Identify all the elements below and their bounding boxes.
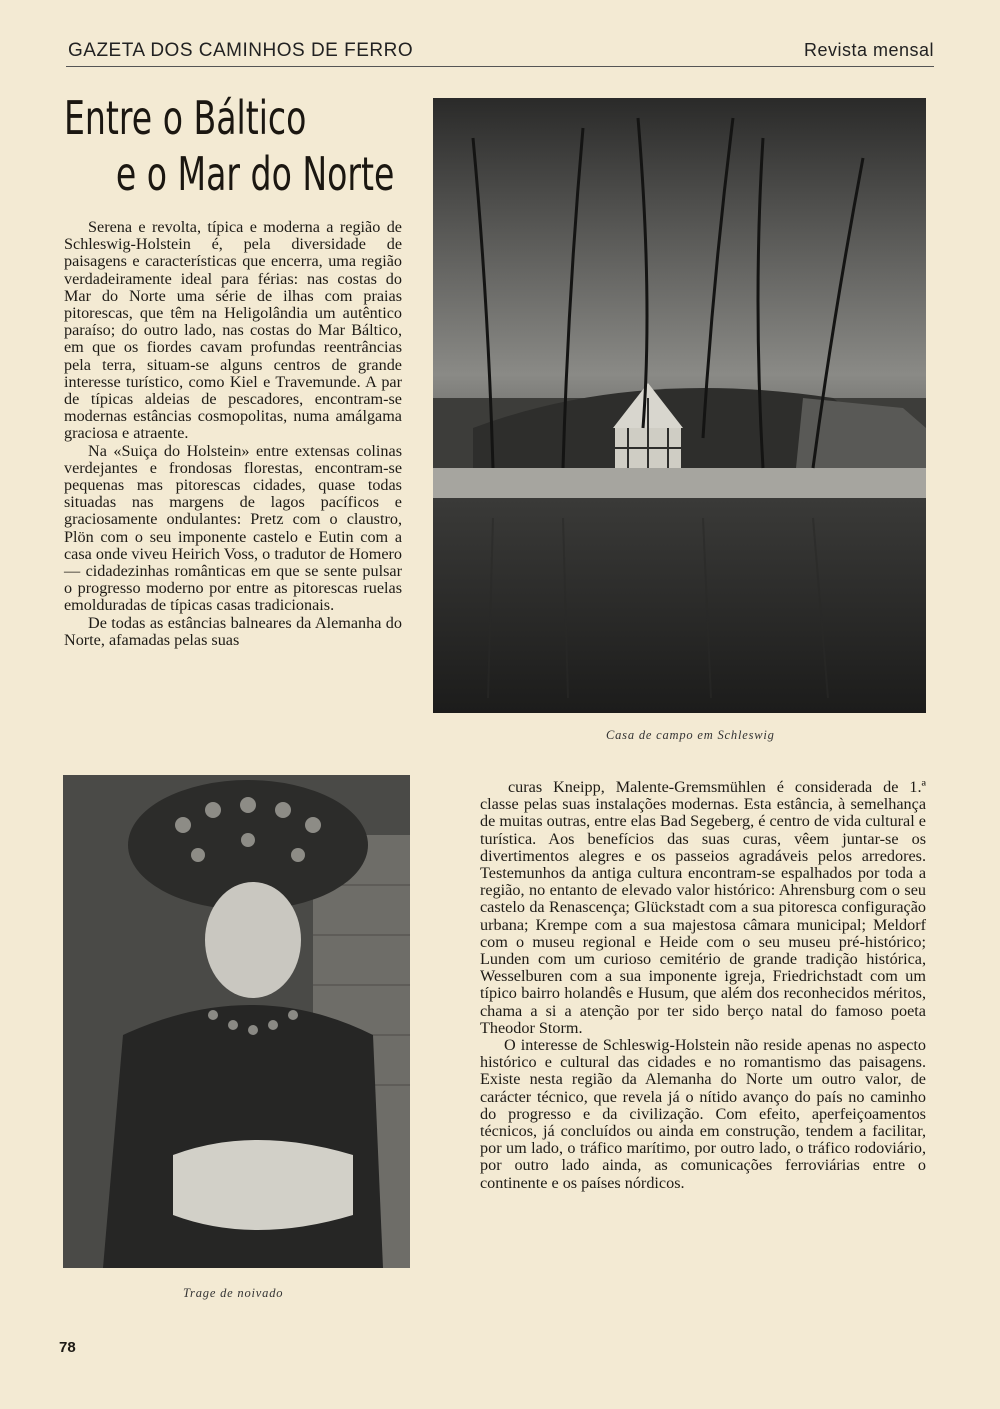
text-column-2 [480,779,926,1192]
paragraph: Serena e revolta, típica e moderna a região de Schleswig-Holstein é, pela diversidade de paisagens e características que encerra, uma região verdadeiramente ideal para férias: nas costas do Mar do Norte uma série de ilhas com praias pitorescas, que têm na Heligolândia um autêntico paraíso; do outro lado, nas costas do Mar Báltico, em que os fiordes cavam profundas reentrâncias pela terra, situam-se alguns centros de grande interesse turístico, como Kiel e Travemunde. A par de típicas aldeias de pescadores, encontram-se modernas estâncias cosmopolitas, numa amálgama graciosa e atraente. [64,218,402,443]
article-title [64,90,395,202]
photo1-caption: Casa de campo em Schleswig [606,728,775,742]
paragraph: Na «Suiça do Holstein» entre extensas colinas verdejantes e frondosas florestas, encontram-se pequenas mas pitorescas cidades, quase todas situadas nas margens de lagos pacíficos e graciosamente ondulantes: Pretz com o claustro, Plön com o seu imponente castelo e Eutin com a casa onde viveu Heirich Voss, o tradutor de Homero — cidadezinhas românticas em que se sente pulsar o progresso moderno por entre as pitorescas ruelas emolduradas de típicas casas tradicionais. [64,441,402,615]
magazine-title: GAZETA DOS CAMINHOS DE FERRO [68,40,414,61]
magazine-subtitle: Revista mensal [803,40,934,60]
paragraph: O interesse de Schleswig-Holstein não reside apenas no aspecto histórico e cultural das cidades e no romantismo das paisagens. Existe nesta região da Alemanha do Norte um outro valor, de carácter técnico, que revela já o nítido avanço do país no caminho do progresso e da civilização. Com efeito, aperfeiçoamentos técnicos, já concluídos ou ainda em construção, tendem a facilitar, por um lado, o tráfico marítimo, por outro lado, o tráfico rodoviário, por outro lado ainda, as comunicações ferroviárias entre o continente e os países nórdicos. [480,1036,926,1192]
bridal-costume-photo [63,775,410,1268]
page-number: 78 [59,1339,76,1356]
farmhouse-photo [433,98,926,713]
header-divider [66,66,934,67]
photo2-caption: Trage de noivado [183,1286,284,1300]
paragraph: De todas as estâncias balneares da Alemanha do Norte, afamadas pelas suas [64,613,402,649]
paragraph: curas Kneipp, Malente-Gremsmühlen é considerada de 1.ª classe pelas suas instalações modernas. Esta estância, à semelhança de muitas outras, entre elas Bad Segeberg, é centro de vida cultural e turística. Aos benefícios das suas curas, vêem juntar-se os divertimentos alegres e os passeios agradáveis pelos arredores. Testemunhos da antiga cultura encontram-se espalhados por toda a região, no entanto de elevado valor histórico: Ahrensburg com o seu castelo da Renascença; Glückstadt com a sua pitoresca configuração urbana; Krempe com a sua majestosa câmara municipal; Meldorf com o museu regional e Heide com o seu museu pré-histórico; Lunden com um curioso cemitério de grande tradição histórica, Wesselburen com a sua imponente igreja, Friedrichstadt com um típico bairro holandês e Husum, que além dos reconhecidos méritos, chama a si a atenção por ter sido berço natal do famoso poeta Theodor Storm. [480,778,926,1037]
article-title-line2: e o Mar do Norte [115,147,395,201]
article-title-line1: Entre o Báltico [64,91,307,145]
text-column-1 [64,219,402,649]
